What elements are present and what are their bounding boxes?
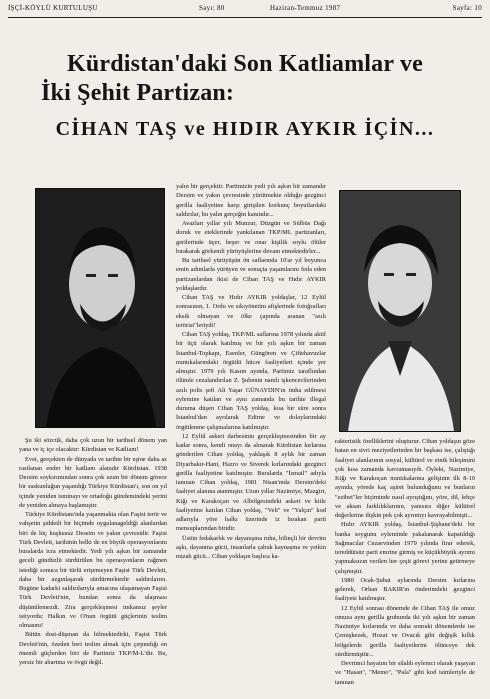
paragraph: Türkiye Kürdistanı'nda yaşanmakta olan Faşist terör ve vahşetin şiddetli bir biçimde uygulanageldiği alanlardan biri de hiç kuşkusuz Dessim ve yakın çevresidir. Faşist Türk Devleti, tarihinin belki de en büyük operasyonlarını buralarda icra etmektedir. Yedi yılı aşkın bir zamandır geceli gündüzlü sürdürülen bu operasyonların rağmen istediği sonuca bir türlü erişemeyen Faşist Türk Devleti, daha bir azgınlaşarak sürdürmektedir saldırılarını. Bugüne kadarki saldırılarıyla amacına ulaşamayan Faşist Türk Devleti'nin, bundan sonra da ulaşması düşünülemezdi. Zira gerçekleşmesi imkansız şeyler istiyordu: Halkın ve O'nun örgütü güçlerinin teslim olmasını! <box>19 511 167 629</box>
paragraph: yalın bir gerçektir. Partimizin yedi yılı aşkın bir zamandır Dersim ve yakın çevresinde yürütmekte olduğu gezginci gerilla faaliyetine karşı girişilen korkunç boyutlardaki saldırılar, bu yalın gerçeğin kanıtıdır... <box>176 183 326 218</box>
article-column-right <box>335 437 475 687</box>
paragraph: 12 Eylül sonrası dönemde de Cihan TAŞ ile omuz omuza aynı gerilla grubunda iki yılı aşkın bir zaman Nazimiye kırlarında ve daha sonraki dönemlerde ise Çemişkezek, Hozat ve Ovacık gibi değişik kıllık bölgelerde gerilla faaliyetlerini ölünceye dek sürdürmüştür... <box>335 604 475 658</box>
paragraph: 12 Eylül askeri darbesinin gerçekleşmesinden bir ay kadar sonra, kendi onayı da alınarak Kürdistan kırlarına gönderilen Cihan yoldaş, yaklaşık 8 aylık bir zaman Diyarbakır-Hani, Hazro ve Siverek kırlarındaki gezginci gerilla faaliyetine katılmıştır. Buralarda "İsmail" adıyla tanınan Cihan yoldaş, 1981 Nisan'ında Dersim'deki faaliyet alanına atanmıştır. Uzun yıllar Nazimiye, Mazgirt, Kiğı ve Karakoçan ve Albölgesindeki askeri ve kitle faaliyetine katılan Cihan yoldaş, "Veli" ve "Yalçın" kod adlarıyla yöre halkı üzerinde iz bırakan parti mensuplarından biridir. <box>176 432 326 533</box>
paragraph: 1980 Ocak-Şubat aylarında Dersim kırlarına gelerek, Orhan BAKIR'ın önderimdeki gezginci faaliyete katılmıştır. <box>335 576 475 603</box>
paragraph: Bütün dost-düşman da bilmektedirki, Faşist Türk Devleti'nin, özeden beri teslim almak için çırpındığı en önemli güçlerden biri de Partimiz TKP/M-L'dir. Bu, yersiz bir abartma ve övgü değil. <box>19 631 167 666</box>
portrait-image <box>36 189 164 427</box>
photo-hidir-aykir <box>339 190 461 432</box>
paragraph: Devrimci hayatını bir silahlı eylemci olarak yaşayan ve "Hasan", "Memo", "Pala" gibi kod isimleriyle de tanınan <box>335 660 475 686</box>
publication-name: İŞÇİ-KÖYLÜ KURTULUŞU <box>8 4 98 12</box>
paragraph: Evet, gerçekten de dünyada ve tarihte bir eşine daha az rastlanan ender bir katliam alanıdır Kürdistan. 1938 Dersim soykırımından sonra çok uzun bir dönem görece bir suskunluğun yaşandığı Türkiye Kürdistan'ı, son on yıl içinde yeniden isminayı ve ortadoğu gündemindeki yerini de yeniden almaya başlamıştır. <box>19 455 167 509</box>
header-rule <box>8 17 482 18</box>
paragraph: Cihan TAŞ yoldaş, TKP/ML saflarına 1978 yılında aktif bir üçü olarak katılmış ve bir yılı aşkın bir zaman İstanbul-Topkapı, Esenler, Güngören ve Çiftehavuzlar mıntıkalarındaki örgütlü hücre faaliyetleri içinde yer almıştır. 1979 yılı Kasım ayında, Partimiz taraflından ölümle cezalandırılan Z. Şubenin namlı işkencecilerinden azılı polis şefi Ali Yaşar GÜNAYDIN'ın imha edilmesi eylemine katılan ve aynı zamanda bu tarihte illegal duruma düşen Cihan TAŞ yoldaş, kısa bir süre sonra İstanbul'dan ayrılarak Edirne ve dolaylarındaki örgütlenme çalışmalarına katılmıştır. <box>176 331 326 431</box>
title-line-2: İki Şehit Partizan: <box>41 80 235 106</box>
paragraph: Cihan TAŞ ve Hıdır AYKIR yoldaşlar, 12 Eylül sonrasının, 1. Ordu ve sıkıyönetim afişlerinde fotoğrafları eksik olmayan ve ölke çapında aranan "azılı terörist"leriydi! <box>176 294 326 329</box>
paragraph: Avazları yıllar yılı Munzur, Düzgün ve Sülbüs Dağı doruk ve eteklerinde yankılanan TKP/ML partizanları, gerilerinde üçer, beşer ve onar kişilik soylu ölüler bırakarak görkemli yürüyüşlerine devam etmektedirler... <box>176 220 326 255</box>
article-title <box>0 50 490 108</box>
article-subtitle: CİHAN TAŞ ve HIDIR AYKIR İÇİN... <box>55 118 435 140</box>
running-header <box>8 4 482 16</box>
portrait-image <box>340 191 460 431</box>
paragraph: Bu tarihsel yürüyüşün ön saflarında 10'ar yıl boyunca emin adımlarla yürüyen ve sonuçta yaşamlarını feda eden partizanlardan ikisi de Cihan TAŞ ve Hıdır AYKIR yoldaşlardır. <box>176 257 326 292</box>
issue-date: Haziran-Temmuz 1987 <box>270 4 341 12</box>
photo-cihan-tas <box>35 188 165 428</box>
paragraph: Şu iki sözcük, daha çok uzun bir tarihsel dönem yan yana ve iç içe olacaktır: Kürdistan ve Katliam! <box>19 437 167 454</box>
paragraph: Hıdır AYKIR yoldaş, İstanbul-Şişhane'deki bir banka soygunu eyleminde yakalanarak kapatıldığı Sağmacılar Cezaevinden 1979 yılında firar ederek, tereddütsüz parti emrine girmiş ve küçükbüyük ayrımı yapmaksızın verilen her çeşit görevi yerine getirmeye çalışmıştır. <box>335 521 475 575</box>
issue-number: Sayı: 80 <box>199 4 225 12</box>
page-number: Sayfa: 10 <box>452 4 482 12</box>
title-line-1: Kürdistan'daki Son Katliamlar ve <box>66 51 424 77</box>
article-column-middle <box>176 182 326 561</box>
article-column-left <box>19 436 167 667</box>
paragraph: Üstün fedakarlık ve dayanışma ruhu, bilinçli bir devrim aşkı, dayanma gücü, insanlarla çabuk kaynaşma ve yetkin mizah gücü... Cihan yoldaşın başlıca ka- <box>176 534 326 560</box>
paragraph: rakteristik özelliklerini oluşturur. Cihan yoldaşın göze batan en sivri meziyetlerinden bir başkası ise, çalıştığı faaliyet alanlarının sosyal, kültürel ve etnik bileşimini çok kısa zamanda kavramasıydı. Öyleki, Nazimiye, Kiğı ve Karakoçan mıntıkalarına gelişinin ilk 8-10 ayında, yörede kaç aşiret bulunduğunu ve bunların "ezibet"ler biçiminde nasıl ayrıştığını, yöre, dil, lehçe ve aksan farklılıklarının, yanısıra diğer kültürel değerlerine ilişkin pek çok ayrıntıyı kavrayabilmişti... <box>335 438 475 519</box>
